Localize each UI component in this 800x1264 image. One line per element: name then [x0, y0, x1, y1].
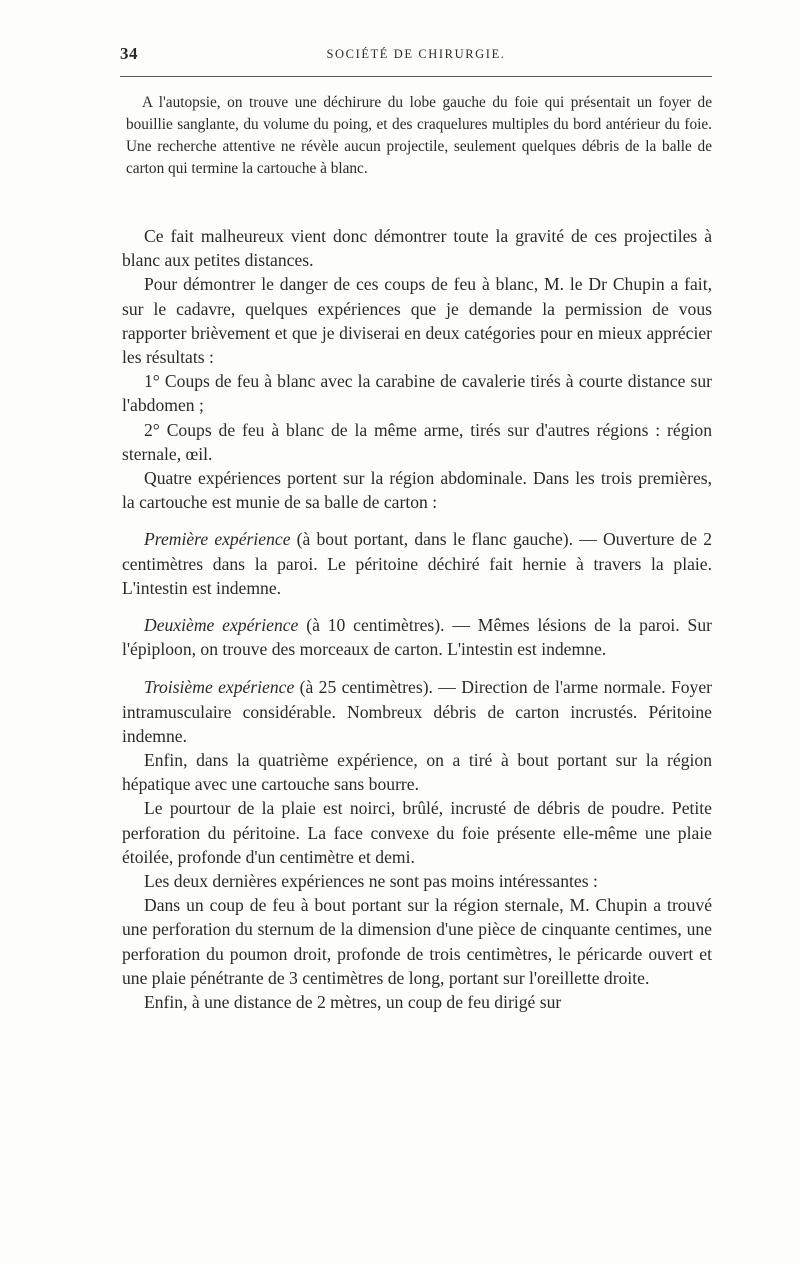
main-text	[122, 224, 712, 1014]
experience-1-title: Première expérience	[144, 529, 291, 550]
experience-2	[122, 613, 712, 661]
experience-2-text: (à 10 centimètres). — Mêmes lésions de la paroi. Sur l'épiploon, on trouve des morceaux de carton. L'intestin est indemne.	[122, 615, 712, 660]
paragraph: Enfin, à une distance de 2 mètres, un coup de feu dirigé sur	[144, 992, 562, 1013]
page-header	[120, 44, 712, 70]
paragraph: Enfin, dans la quatrième expérience, on a tiré à bout portant sur la région hépatique avec une cartouche sans bourre.	[122, 750, 712, 795]
paragraph: Les deux dernières expériences ne sont pas moins intéressantes :	[144, 871, 598, 892]
note-paragraph: A l'autopsie, on trouve une déchirure du lobe gauche du foie qui présentait un foyer de bouillie sanglante, du volume du poing, et des craquelures multiples du bord antérieur du foie. Une recherche attentive ne révèle aucun projectile, seulement quelques débris de la balle de carton qui termine la cartouche à blanc.	[126, 94, 712, 177]
paragraph: Ce fait malheureux vient donc démontrer toute la gravité de ces projectiles à blanc aux petites distances.	[122, 226, 712, 271]
autopsy-note	[126, 92, 712, 180]
running-title: SOCIÉTÉ DE CHIRURGIE.	[326, 47, 506, 61]
header-rule	[120, 76, 712, 77]
list-item: 2° Coups de feu à blanc de la même arme, tirés sur d'autres régions : région sternale, œil.	[122, 419, 712, 464]
experience-3	[122, 675, 712, 748]
paragraph: Dans un coup de feu à bout portant sur la région sternale, M. Chupin a trouvé une perforation du sternum de la dimension d'une pièce de cinquante centimes, une perforation du poumon droit, profonde de trois centimètres, le péricarde ouvert et une plaie pénétrante de 3 centimètres de long, portant sur l'oreillette droite.	[122, 895, 712, 988]
experience-2-title: Deuxième expérience	[144, 615, 299, 636]
list-item: 1° Coups de feu à blanc avec la carabine de cavalerie tirés à courte distance sur l'abdomen ;	[122, 371, 712, 416]
experience-1	[122, 527, 712, 600]
experience-3-text: (à 25 centimètres). — Direction de l'arme normale. Foyer intramusculaire considérable. Nombreux débris de carton incrustés. Péritoine indemne.	[122, 677, 713, 746]
paragraph: Le pourtour de la plaie est noirci, brûlé, incrusté de débris de poudre. Petite perforation du péritoine. La face convexe du foie présente elle-même une plaie étoilée, profonde d'un centimètre et demi.	[122, 798, 712, 867]
experience-1-text: (à bout portant, dans le flanc gauche). — Ouverture de 2 centimètres dans la paroi. Le péritoine déchiré fait hernie à travers la plaie. L'intestin est indemne.	[122, 529, 712, 598]
page-number: 34	[120, 44, 138, 63]
paragraph: Quatre expériences portent sur la région abdominale. Dans les trois premières, la cartouche est munie de sa balle de carton :	[122, 468, 712, 513]
experience-3-title: Troisième expérience	[144, 677, 295, 698]
paragraph: Pour démontrer le danger de ces coups de feu à blanc, M. le Dr Chupin a fait, sur le cadavre, quelques expériences que je demande la permission de vous rapporter brièvement et que je diviserai en deux catégories pour en mieux apprécier les résultats :	[122, 274, 712, 368]
